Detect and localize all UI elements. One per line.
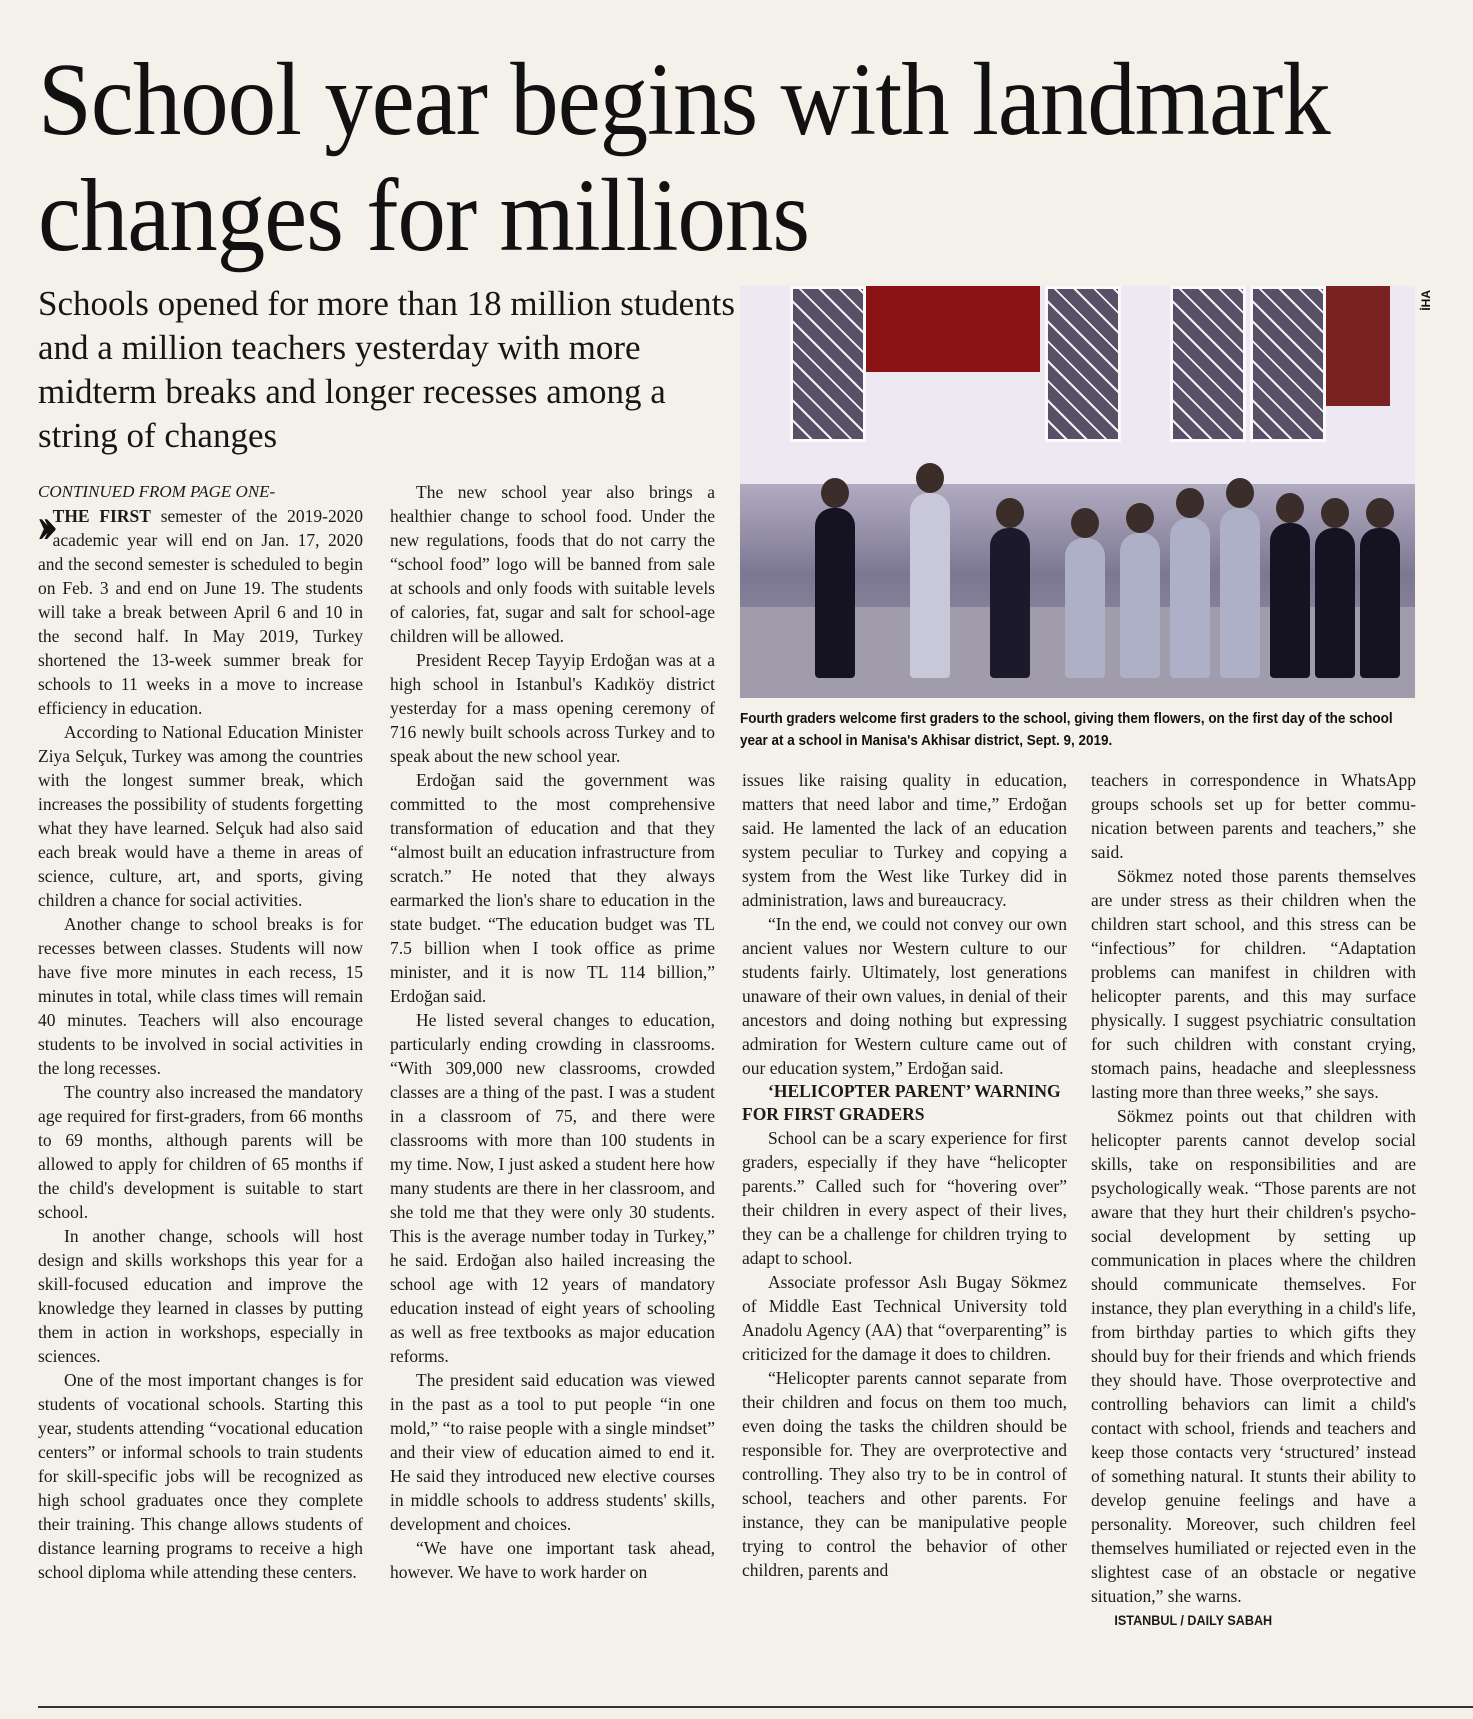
photo-child: [1170, 518, 1210, 678]
paragraph-text: semester of the 2019-2020 academic year will end on Jan. 17, 2020 and the second semester is scheduled to begin on Feb. 3 and end on June 19. The students will take a break between April 6 and 10 in the second half. In May 2019, Turkey shortened the 13-week summer break for schools to 11 weeks in a move to increase efficiency in education.: [38, 506, 364, 718]
photo-child: [1220, 508, 1260, 678]
photo-child: [1315, 528, 1355, 678]
deck-subheadline: Schools opened for more than 18 million students and a million teachers yesterday with more midterm breaks and longer recesses among a string of changes: [38, 284, 735, 455]
paragraph: President Recep Tayyip Erdoğan was at a high school in Istanbul's Kadıköy district yesterday for a mass opening ceremony of 716 newly built schools across Turkey and to speak about the new school year.: [390, 650, 715, 766]
paragraph: Sökmez noted those parents themselves are under stress as their children when the children start school, and this stress can be “infectious” for children. “Adaptation problems can manifest in children with helicopter parents, and this may surface physically. I suggest psychiatric consultation for such children with constant crying, stomach pains, headache and sleeplessness lasting more than three weeks,” she says.: [1091, 866, 1416, 1102]
paragraph: “In the end, we could not convey our own ancient values nor Western culture to our students fairly. Ultimately, lost generations unaware of their own values, in denial of their ancestors and doing nothing but expressing admiration for Western culture came out of our education system,” Erdoğan said.: [742, 914, 1067, 1078]
photo-child: [910, 493, 950, 678]
photo-child: [1270, 523, 1310, 678]
photo-caption: Fourth graders welcome first graders to the school, giving them flowers, on the first day of the school year at a school in Manisa's Akhisar district, Sept. 9, 2019.: [740, 711, 1393, 749]
paragraph: In another change, schools will host design and skills workshops this year for a skill-focused education and improve the knowledge they learned in classes by putting them in action in workshops, especially in sciences.: [38, 1226, 363, 1366]
lead-in: THE FIRST: [52, 506, 151, 526]
paragraph: The president said education was viewed in the past as a tool to put people “in one mold,” “to raise people with a single mindset” and their view of education aimed to end it. He said they introduced new elective courses in middle schools to address students' skills, development and choices.: [390, 1370, 715, 1534]
paragraph: “Helicopter parents cannot separate from their children and focus on them too much, even doing the tasks the children should be responsible for. They are overprotective and controlling. They also try to be in control of school, teachers and other parents. For instance, they can be manipulative people trying to control the behavior of other children, parents and: [742, 1368, 1067, 1580]
paragraph: Erdoğan said the government was committed to the most comprehensive transformation of education and that they “almost built an education infrastructure from scratch.” He noted that they always earmarked the lion's share to education in the state budget. “The education budget was TL 7.5 billion when I took office as prime minister, and it is now TL 114 billion,” Erdoğan said.: [390, 770, 715, 1006]
photo-child: [1360, 528, 1400, 678]
photo-child: [990, 528, 1030, 678]
paragraph: Associate professor Aslı Bugay Sökmez of Middle East Technical University told Anadolu Agency (AA) that “overparenting” is criticized for the damage it does to children.: [742, 1272, 1067, 1364]
bottom-rule: [38, 1706, 1473, 1708]
article-photo: [740, 286, 1415, 698]
photo-credit: İHA: [1419, 290, 1433, 311]
paragraph: One of the most important changes is for students of vocational schools. Starting this year, students attending “vocational education centers” or informal schools to train students for skill-specific jobs will be recognized as high school graduates once they complete their training. This change allows students of distance learning programs to receive a high school diploma while attending these centers.: [38, 1370, 363, 1582]
paragraph: The country also increased the mandatory age required for first-graders, from 66 months to 69 months, although parents will be allowed to apply for children of 65 months if the child's development is suitable to start school.: [38, 1082, 363, 1222]
section-subhead: ‘HELICOPTER PARENT’ WARNING FOR FIRST GRADERS: [742, 1081, 1061, 1124]
paragraph: School can be a scary experience for first graders, especially if they have “helicopter parents.” Called such for “hovering over” their children in every aspect of their lives, they can be a challenge for children trying to adapt to school.: [742, 1128, 1067, 1268]
paragraph: He listed several changes to education, particularly ending crowding in classrooms. “With 309,000 new classrooms, crowded classes are a thing of the past. I was a student in a classroom of 75, and there were classrooms with more than 100 students in my time. Now, I just asked a student here how many students are there in her classroom, and she told me that they were only 30 students. This is the average number today in Turkey,” he said. Erdoğan also hailed increasing the school age with 12 years of mandatory education instead of eight years of schooling as well as free textbooks as major education reforms.: [390, 1010, 715, 1366]
photo-window: [1045, 286, 1121, 442]
article-column-4: [1091, 768, 1416, 1632]
article-column-1: [38, 480, 363, 1584]
paragraph: Another change to school breaks is for recesses between classes. Students will now have five more minutes in each recess, 15 minutes in total, while class times will remain 40 minutes. Teachers will also encourage students to be involved in social activities in the long recesses.: [38, 914, 363, 1078]
byline: ISTANBUL / DAILY SABAH: [1114, 1612, 1273, 1628]
headline: School year begins with landmark changes for millions: [38, 42, 1330, 273]
article-column-2: [390, 480, 715, 1584]
photo-window: [790, 286, 866, 442]
paragraph: Sökmez points out that children with helicopter parents cannot develop social skills, take on responsibilities and are psychologically weak. “Those parents are not aware that they hurt their children's psycho-social development by setting up communication in places where the children should communicate themselves. For instance, they plan everything in a child's life, from birthday parties to which gifts they should buy for their friends and which friends they should have. Those overprotective and controlling behaviors can limit a child's contact with school, friends and teachers and keep those contacts very ‘structured’ instead of something natural. It stunts their ability to develop genuine feelings and have a personality. Moreover, such children feel themselves humiliated or rejected even in the slightest case of an obstacle or negative situation,” she warns.: [1091, 1106, 1416, 1606]
article-column-3: [742, 768, 1067, 1582]
double-chevron-right-icon: ››: [36, 496, 47, 553]
paragraph: “We have one important task ahead, however. We have to work harder on: [390, 1538, 715, 1582]
paragraph: According to National Education Minister Ziya Selçuk, Turkey was among the countries with the longest summer break, which increases the possibility of students forgetting what they have learned. Selçuk had also said each break would have a theme in areas of science, culture, art, and sports, giving children a chance for social activities.: [38, 722, 363, 910]
photo-child: [815, 508, 855, 678]
paragraph-continuation: issues like raising quality in education, matters that need labor and time,” Erdoğan said. He lamented the lack of an education system peculiar to Turkey and copying a system from the West like Turkey did in administration, laws and bureaucracy.: [742, 770, 1067, 910]
photo-window: [1250, 286, 1326, 442]
lead-paragraph: [36, 496, 364, 720]
photo-child: [1120, 533, 1160, 678]
photo-window: [1170, 286, 1246, 442]
continued-kicker: CONTINUED FROM PAGE ONE-: [38, 482, 276, 501]
paragraph-continuation: teachers in correspondence in WhatsApp groups schools set up for better communication between parents and teachers,” she said.: [1091, 770, 1416, 862]
paragraph: The new school year also brings a healthier change to school food. Under the new regulations, foods that do not carry the “school food” logo will be banned from sale at schools and only foods with suitable levels of calories, fat, sugar and salt for school-age children will be allowed.: [390, 482, 715, 646]
photo-child: [1065, 538, 1105, 678]
